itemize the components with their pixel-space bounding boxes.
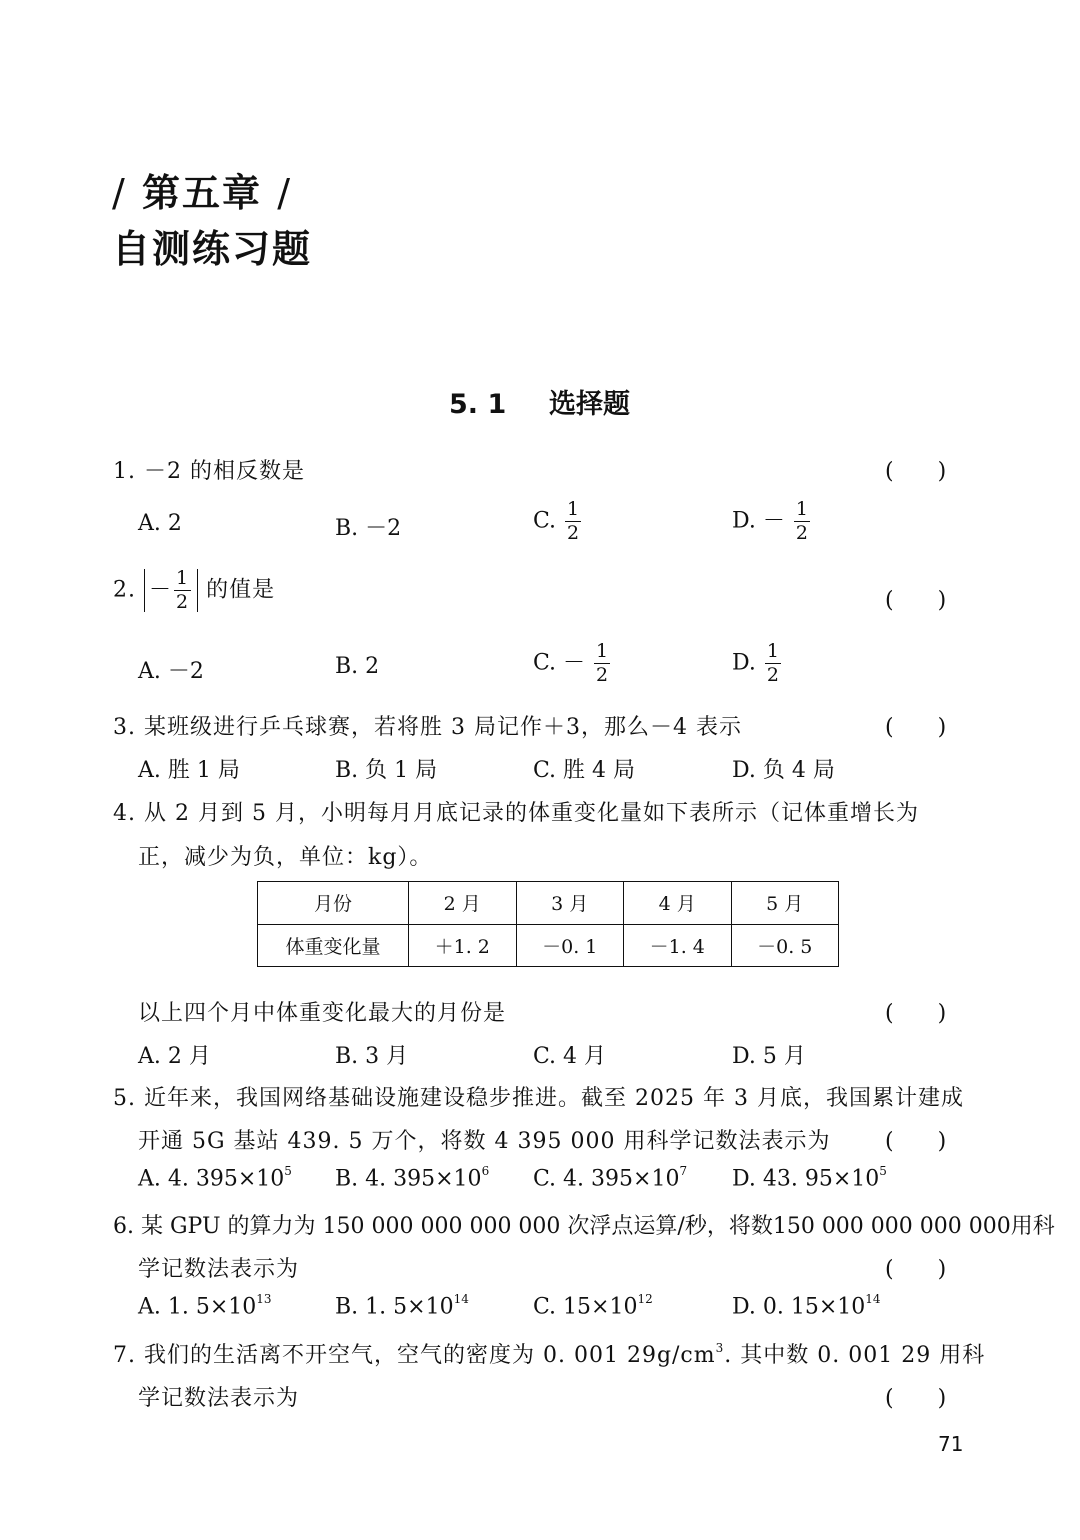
question-7-line-2: 学记数法表示为 [138,1386,300,1411]
question-2-number: 2. [113,577,136,603]
question-5-line-2: 开通 5G 基站 439. 5 万个，将数 4 395 000 用科学记数法表示为 [138,1129,831,1154]
answer-blank-2: ( ) [885,588,947,613]
option-text: A. 4. 395×10 [138,1166,285,1192]
question-6-line-2: 学记数法表示为 [138,1257,300,1282]
table-header-cell: 3 月 [516,882,624,925]
q1-option-a: A. 2 [138,511,182,536]
option-text: C. 4. 395×10 [533,1166,680,1192]
exponent: 14 [453,1292,469,1306]
q3-option-c: C. 胜 4 局 [533,758,636,783]
fraction-numerator: 1 [795,498,808,520]
question-7-line-1 [113,1338,985,1369]
q4-option-a: A. 2 月 [138,1044,211,1069]
answer-blank-7: ( ) [885,1386,947,1411]
exponent: 6 [481,1164,490,1178]
table-header-cell: 5 月 [731,882,839,925]
option-text: D. 43. 95×10 [732,1166,880,1192]
exponent: 5 [879,1164,887,1178]
q2-option-c [533,642,612,685]
option-text: C. 15×10 [533,1294,638,1320]
slash-left: / [112,171,127,215]
q4-option-b: B. 3 月 [335,1044,409,1069]
fraction-denominator: 2 [795,522,808,544]
q1-option-c-label: C. [533,508,557,534]
exponent: 7 [679,1164,688,1178]
chapter-subtitle: 自测练习题 [112,227,313,271]
exponent: 13 [256,1292,272,1306]
question-7-text-b: . 其中数 0. 001 29 用科 [724,1343,986,1368]
fraction-denominator: 2 [596,664,609,686]
q2-option-d-fraction [765,642,781,685]
fraction-numerator: 1 [766,640,779,662]
exponent: 5 [284,1164,292,1178]
question-3: 3. 某班级进行乒乓球赛，若将胜 3 局记作＋3，那么－4 表示 [113,715,742,740]
question-4-line-2: 正，减少为负，单位：kg）。 [138,845,433,870]
absolute-value [144,569,198,612]
page-number: 71 [938,1432,964,1456]
q5-option-b [335,1166,489,1191]
exponent: 12 [637,1292,653,1306]
q4-option-d: D. 5 月 [732,1044,806,1069]
q6-option-b [335,1294,469,1319]
table-cell: －1. 4 [624,924,732,967]
fraction-denominator: 2 [766,664,779,686]
fraction-numerator: 1 [567,498,580,520]
question-2-text: 的值是 [206,577,276,603]
option-text: B. 1. 5×10 [335,1294,454,1320]
q6-option-c [533,1294,653,1319]
q3-option-a: A. 胜 1 局 [138,758,240,783]
answer-blank-6: ( ) [885,1257,947,1282]
q1-option-d-fraction [794,500,810,543]
q5-option-c [533,1166,687,1191]
table-cell: －0. 5 [731,924,839,967]
weight-change-table [257,881,839,967]
table-cell: ＋1. 2 [409,924,517,967]
exponent: 3 [715,1340,725,1355]
answer-blank-1: ( ) [885,459,947,484]
table-header-cell: 月份 [258,882,409,925]
q1-option-c [533,500,583,543]
question-4-prompt: 以上四个月中体重变化最大的月份是 [138,1001,507,1026]
section-number: 5. 1 [449,389,507,420]
option-text: D. 0. 15×10 [732,1294,866,1320]
q5-option-d [732,1166,887,1191]
table-row [258,924,839,967]
option-text: A. 1. 5×10 [138,1294,257,1320]
chapter-heading [112,162,292,217]
chapter-title: 第五章 [142,171,263,215]
table-header-cell: 4 月 [624,882,732,925]
absolute-value-sign: － [149,577,173,603]
q2-option-a: A. －2 [138,659,204,684]
q1-option-b: B. －2 [335,516,402,541]
q1-option-d-label: D. － [732,508,785,534]
answer-blank-3: ( ) [885,715,947,740]
table-header-row [258,882,839,925]
q3-option-d: D. 负 4 局 [732,758,835,783]
option-text: B. 4. 395×10 [335,1166,482,1192]
q6-option-a [138,1294,272,1319]
section-heading [449,382,630,421]
slash-right: / [277,171,293,215]
q2-option-d-label: D. [732,650,756,676]
q4-option-c: C. 4 月 [533,1044,607,1069]
question-2 [113,569,275,612]
question-4-line-1: 4. 从 2 月到 5 月，小明每月月底记录的体重变化量如下表所示（记体重增长为 [113,801,919,826]
fraction-numerator: 1 [596,640,609,662]
section-title: 选择题 [549,389,631,420]
q6-option-d [732,1294,881,1319]
answer-blank-5: ( ) [885,1129,947,1154]
fraction-denominator: 2 [176,591,190,613]
answer-blank-4: ( ) [885,1001,947,1026]
question-1: 1. －2 的相反数是 [113,459,305,484]
q5-option-a [138,1166,292,1191]
table-cell: －0. 1 [516,924,624,967]
q3-option-b: B. 负 1 局 [335,758,438,783]
exponent: 14 [865,1292,881,1306]
table-cell: 体重变化量 [258,924,409,967]
q1-option-c-fraction [565,500,581,543]
fraction-numerator: 1 [176,567,190,589]
fraction-denominator: 2 [567,522,580,544]
q2-option-d [732,642,783,685]
question-5-line-1: 5. 近年来，我国网络基础设施建设稳步推进。截至 2025 年 3 月底，我国累计建成 [113,1086,964,1111]
question-7-text-a: 7. 我们的生活离不开空气，空气的密度为 0. 001 29g/cm [113,1343,716,1368]
question-6-line-1: 6. 某 GPU 的算力为 150 000 000 000 000 次浮点运算/秒，将数150 000 000 000 000用科 [113,1214,1055,1239]
q2-option-c-label: C. － [533,650,586,676]
q2-option-b: B. 2 [335,654,380,679]
q1-option-d [732,500,812,543]
table-header-cell: 2 月 [409,882,517,925]
q2-option-c-fraction [594,642,610,685]
absolute-value-fraction [174,569,191,612]
